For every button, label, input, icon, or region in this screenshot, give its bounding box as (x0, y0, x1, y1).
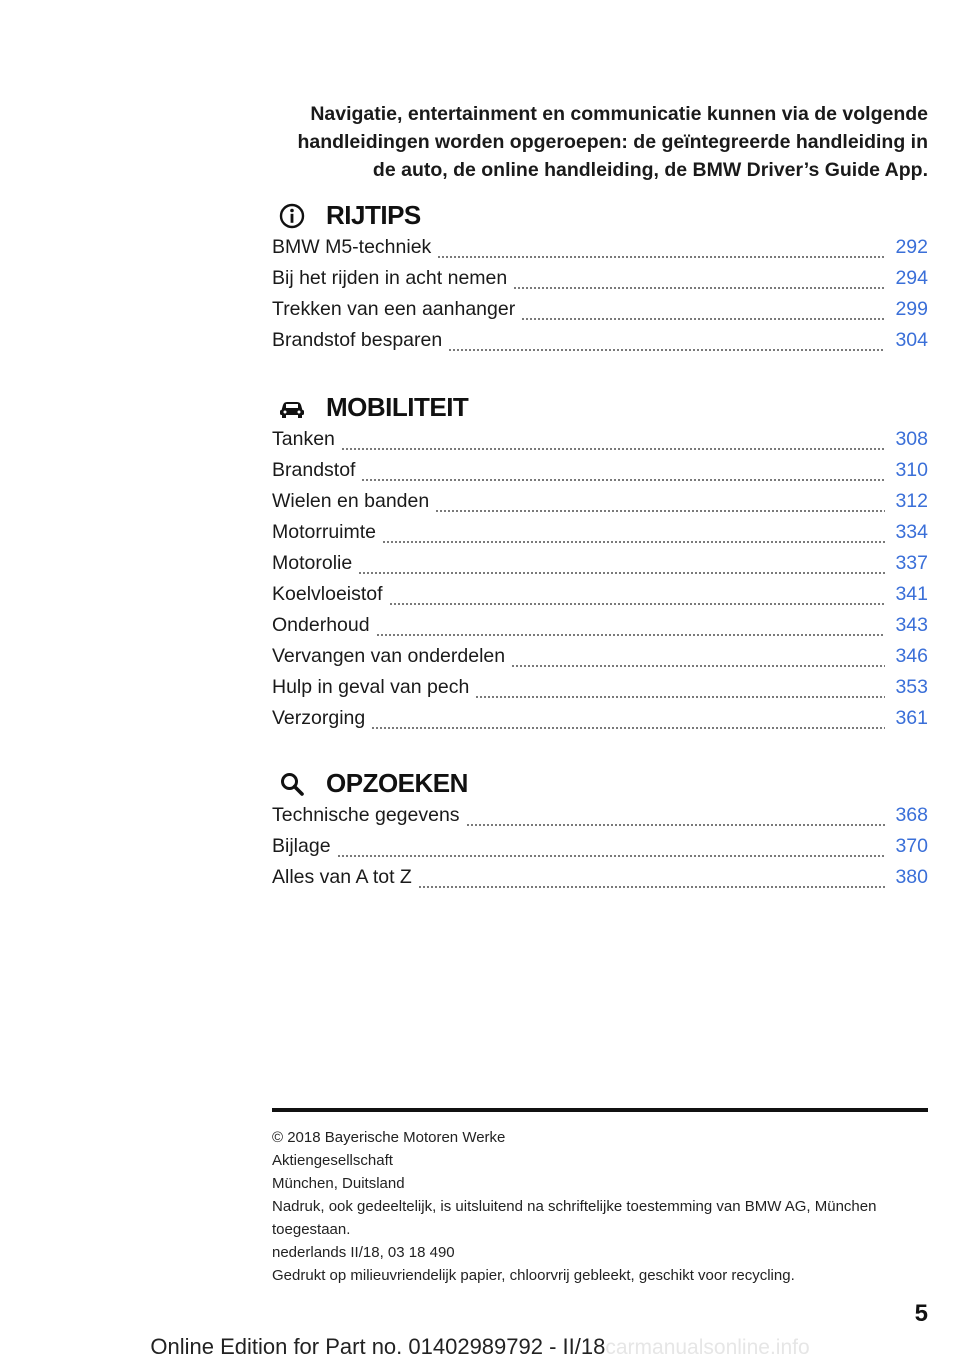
toc-page-link[interactable]: 343 (895, 614, 928, 636)
toc-page-link[interactable]: 312 (895, 490, 928, 512)
toc-entry[interactable] (272, 835, 928, 866)
toc-label: Alles van A tot Z (272, 866, 412, 888)
toc-entry[interactable] (272, 236, 928, 267)
imprint-line: Aktiengesellschaft (272, 1152, 393, 1169)
toc-page-link[interactable]: 292 (895, 236, 928, 258)
toc-leader-dots (521, 318, 885, 320)
section-title: OPZOEKEN (326, 768, 468, 798)
toc-page-link[interactable]: 346 (895, 645, 928, 667)
toc-label: Bijlage (272, 835, 331, 857)
toc-page-link[interactable]: 310 (895, 459, 928, 481)
toc-page-link[interactable]: 308 (895, 428, 928, 450)
toc-leader-dots (376, 634, 886, 636)
section-title: MOBILITEIT (326, 392, 469, 422)
intro-line: de auto, de online handleiding, de BMW Driver’s Guide App. (372, 159, 928, 181)
toc-label: Onderhoud (272, 614, 370, 636)
toc-entry[interactable] (272, 866, 928, 897)
imprint-line: nederlands II/18, 03 18 490 (272, 1244, 455, 1261)
toc-leader-dots (358, 572, 885, 574)
footer-note (0, 1334, 960, 1360)
toc-label: Koelvloeistof (272, 583, 383, 605)
toc-entry[interactable] (272, 329, 928, 360)
section-mobiliteit (272, 388, 928, 738)
toc-entry[interactable] (272, 583, 928, 614)
toc-leader-dots (466, 824, 886, 826)
section-rijtips (272, 196, 928, 360)
toc-page-link[interactable]: 294 (895, 267, 928, 289)
toc-entry[interactable] (272, 676, 928, 707)
toc-page-link[interactable]: 361 (895, 707, 928, 729)
toc-label: Wielen en banden (272, 490, 430, 512)
intro-line: handleidingen worden opgeroepen: de geïntegreerde handleiding in (297, 131, 928, 153)
toc-label: Vervangen van onderdelen (272, 645, 506, 667)
info-icon (278, 202, 306, 230)
toc-leader-dots (437, 256, 885, 258)
toc-entry[interactable] (272, 707, 928, 738)
toc-list (272, 428, 928, 738)
toc-leader-dots (418, 886, 886, 888)
toc-label: Hulp in geval van pech (272, 676, 470, 698)
toc-entry[interactable] (272, 804, 928, 835)
toc-entry[interactable] (272, 490, 928, 521)
intro-line: Navigatie, entertainment en communicatie kunnen via de volgende (310, 103, 928, 125)
toc-page-link[interactable]: 368 (895, 804, 928, 826)
toc-label: Verzorging (272, 707, 366, 729)
toc-page-link[interactable]: 337 (895, 552, 928, 574)
imprint-line: Gedrukt op milieuvriendelijk papier, chloorvrij gebleekt, geschikt voor recycling. (272, 1267, 795, 1284)
toc-leader-dots (435, 510, 885, 512)
toc-page-link[interactable]: 370 (895, 835, 928, 857)
section-header (272, 764, 928, 804)
toc-page-link[interactable]: 341 (895, 583, 928, 605)
toc-list (272, 236, 928, 360)
toc-entry[interactable] (272, 267, 928, 298)
edition-text: Online Edition for Part no. 01402989792 - II/18 (150, 1334, 606, 1359)
section-header (272, 196, 928, 236)
search-icon (278, 770, 306, 798)
toc-leader-dots (337, 855, 886, 857)
toc-entry[interactable] (272, 552, 928, 583)
imprint (272, 1126, 928, 1287)
toc-entry[interactable] (272, 521, 928, 552)
imprint-line: © 2018 Bayerische Motoren Werke (272, 1129, 506, 1146)
section-opzoeken (272, 764, 928, 897)
imprint-line: toegestaan. (272, 1221, 351, 1238)
toc-entry[interactable] (272, 614, 928, 645)
imprint-line: München, Duitsland (272, 1175, 405, 1192)
toc-label: Brandstof besparen (272, 329, 443, 351)
toc-label: Bij het rijden in acht nemen (272, 267, 508, 289)
intro-text (262, 100, 928, 184)
page-number: 5 (914, 1300, 928, 1327)
toc-label: Motorruimte (272, 521, 377, 543)
toc-leader-dots (513, 287, 885, 289)
imprint-line: Nadruk, ook gedeeltelijk, is uitsluitend na schriftelijke toestemming van BMW AG, München (272, 1198, 877, 1215)
toc-list (272, 804, 928, 897)
toc-leader-dots (371, 727, 885, 729)
divider-rule (272, 1108, 928, 1112)
watermark-text: carmanualsonline.info (605, 1336, 810, 1359)
toc-label: Trekken van een aanhanger (272, 298, 516, 320)
toc-page-link[interactable]: 380 (895, 866, 928, 888)
toc-entry[interactable] (272, 645, 928, 676)
section-header (272, 388, 928, 428)
toc-leader-dots (361, 479, 885, 481)
toc-page-link[interactable]: 304 (895, 329, 928, 351)
toc-label: BMW M5-techniek (272, 236, 432, 258)
toc-leader-dots (475, 696, 885, 698)
toc-label: Brandstof (272, 459, 356, 481)
toc-entry[interactable] (272, 428, 928, 459)
toc-leader-dots (341, 448, 886, 450)
toc-page-link[interactable]: 353 (895, 676, 928, 698)
section-title: RIJTIPS (326, 200, 421, 230)
toc-entry[interactable] (272, 459, 928, 490)
toc-leader-dots (448, 349, 885, 351)
toc-leader-dots (389, 603, 886, 605)
car-icon (278, 394, 306, 422)
toc-label: Technische gegevens (272, 804, 460, 826)
toc-label: Motorolie (272, 552, 353, 574)
toc-leader-dots (382, 541, 885, 543)
toc-leader-dots (511, 665, 885, 667)
toc-page-link[interactable]: 334 (895, 521, 928, 543)
toc-page-link[interactable]: 299 (895, 298, 928, 320)
toc-entry[interactable] (272, 298, 928, 329)
toc-label: Tanken (272, 428, 335, 450)
